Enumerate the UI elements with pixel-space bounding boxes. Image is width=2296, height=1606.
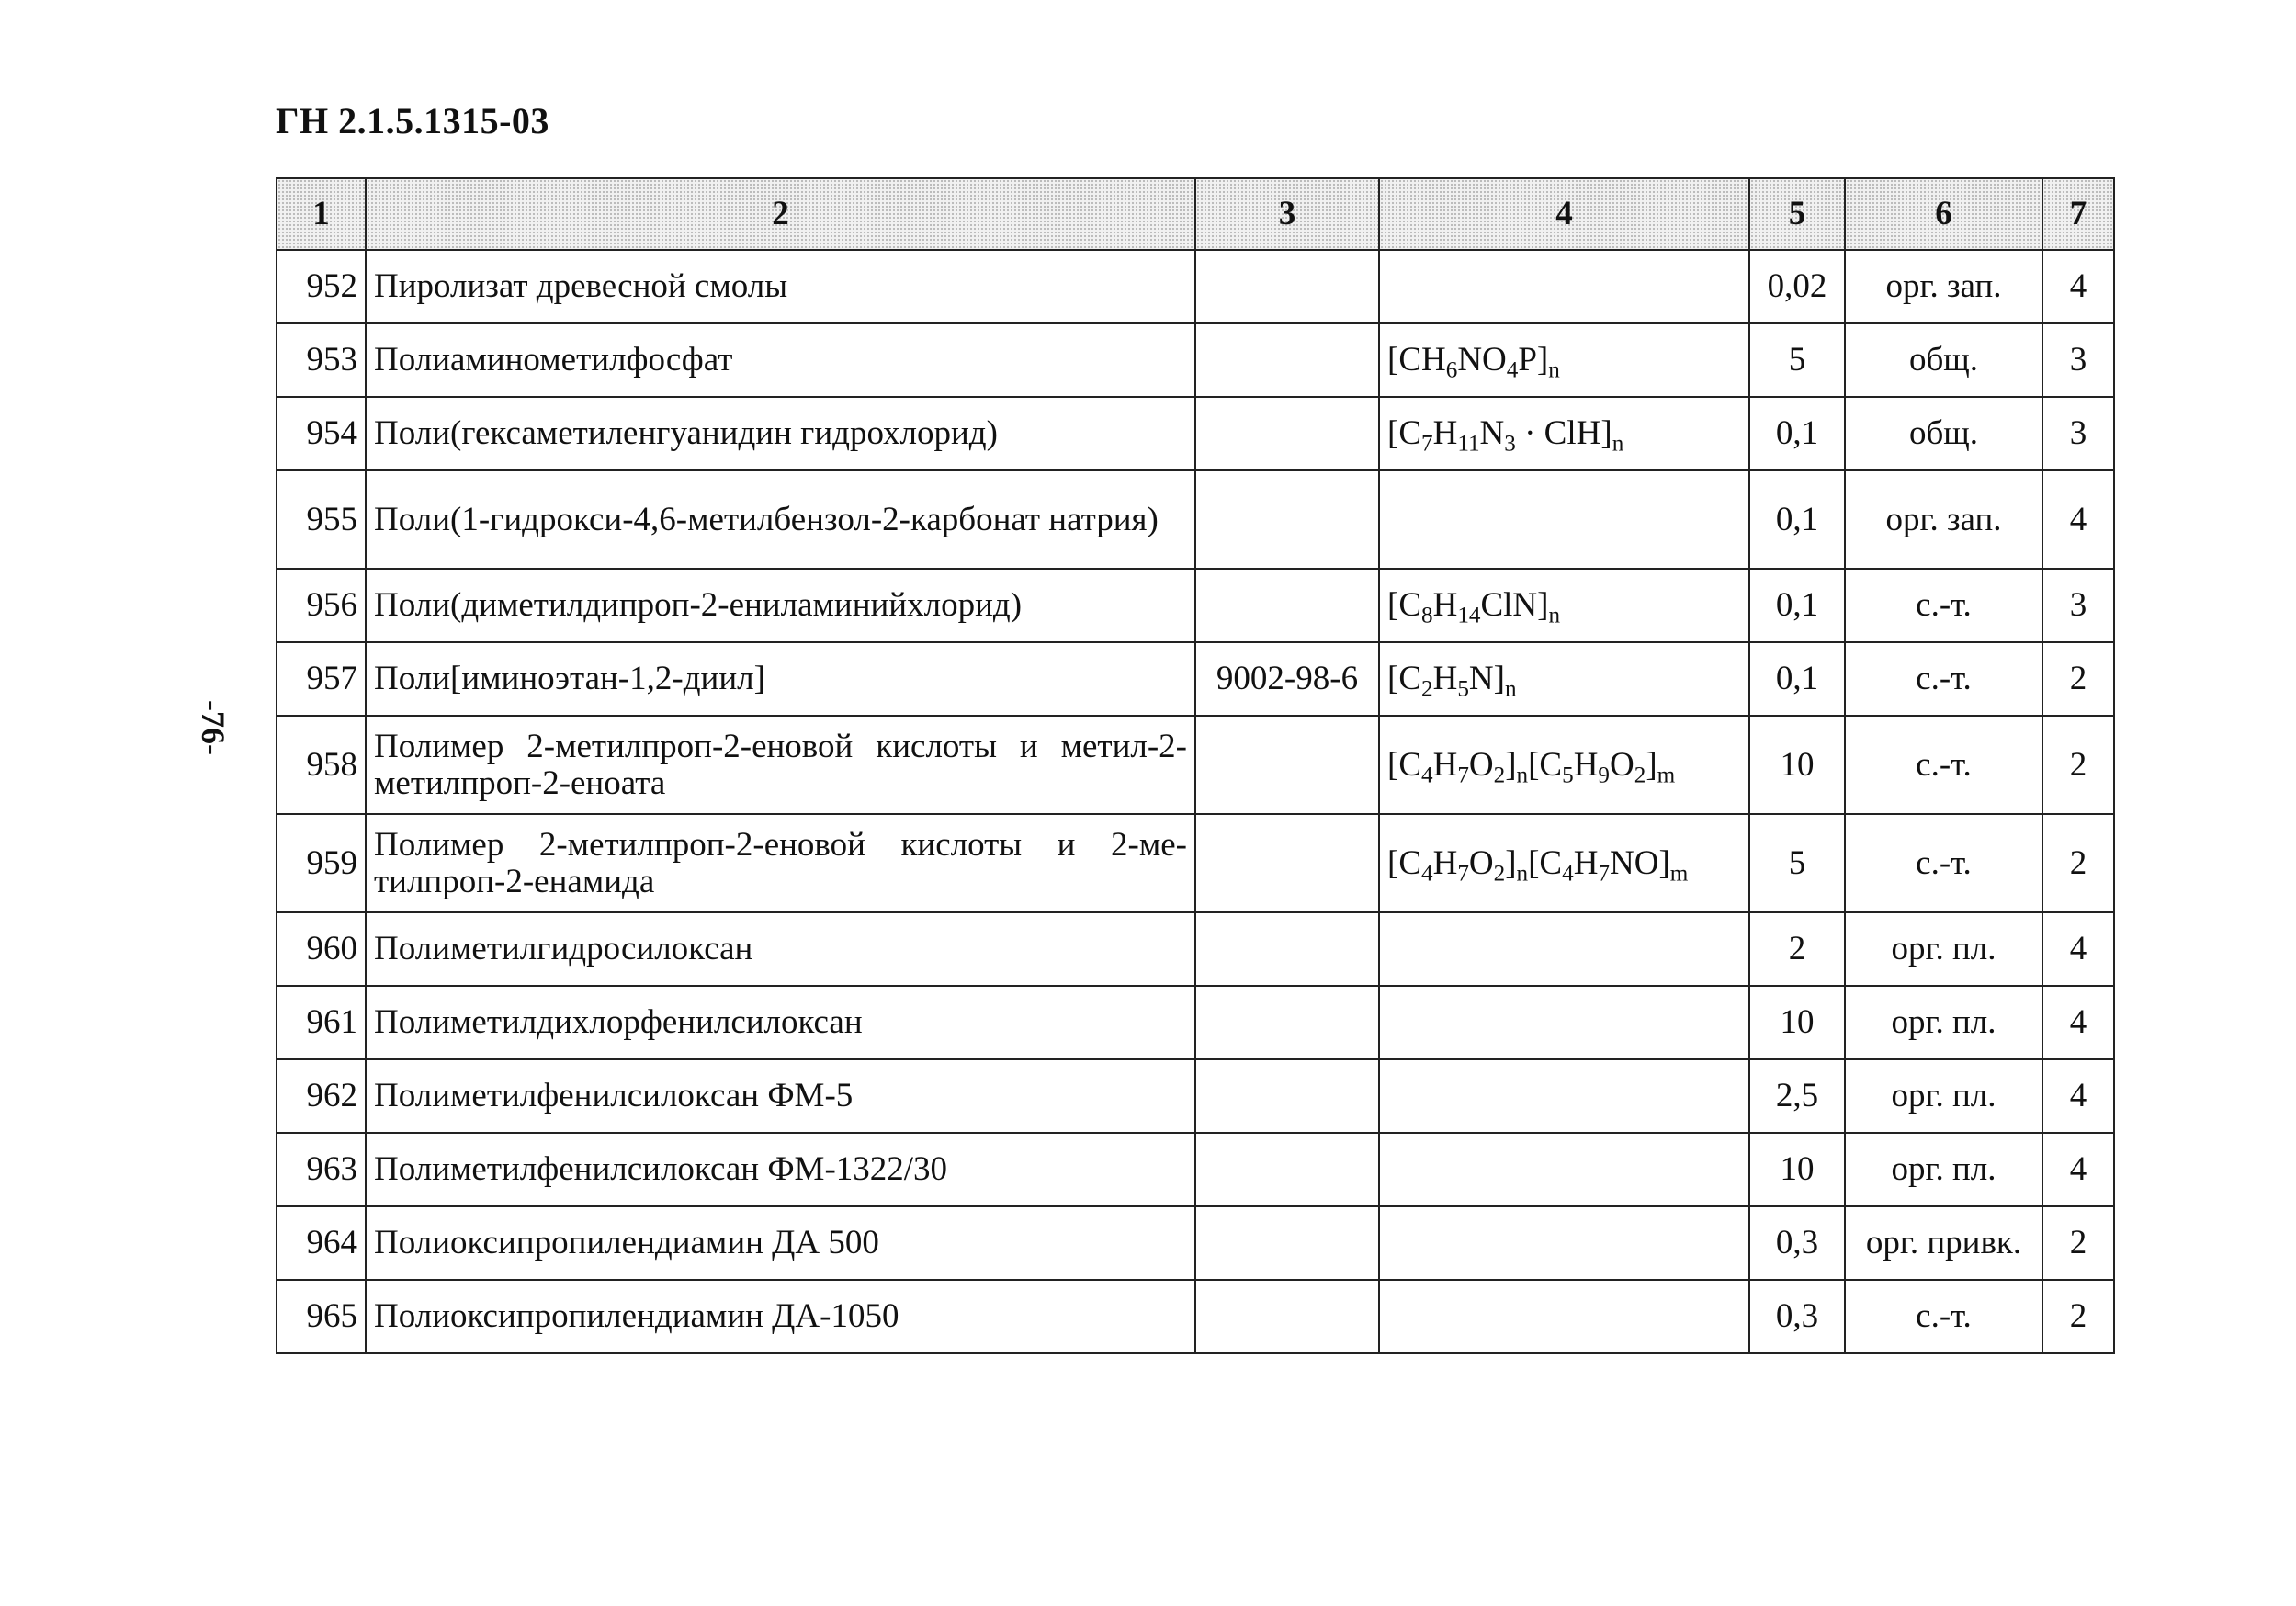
header-col-3: 3 xyxy=(1195,178,1379,250)
limit-value: 0,3 xyxy=(1749,1280,1845,1353)
limit-value: 10 xyxy=(1749,1133,1845,1206)
formula-part: 2 xyxy=(1493,763,1506,788)
formula-part: 4 xyxy=(1562,861,1574,887)
substance-name: Поли(гексаметиленгуанидин гидрохлорид) xyxy=(366,397,1195,470)
formula-part: n xyxy=(1548,357,1560,383)
row-number: 960 xyxy=(277,912,366,986)
formula-part: 3 xyxy=(1504,431,1516,457)
substance-name: Полиметилгидросилоксан xyxy=(366,912,1195,986)
formula-part: [C xyxy=(1528,843,1563,882)
substance-name: Полимер 2-метилпроп-2-еновой кислоты и метил-2-метилпроп-2-еноата xyxy=(366,716,1195,814)
formula-part: 11 xyxy=(1457,431,1480,457)
hazard-class: 4 xyxy=(2042,470,2114,569)
row-number: 953 xyxy=(277,323,366,397)
table-row xyxy=(277,1280,2114,1353)
cas-number xyxy=(1195,912,1379,986)
formula-part: O xyxy=(1610,745,1634,784)
substance-name: Полиоксипропилендиамин ДА-1050 xyxy=(366,1280,1195,1353)
formula-part: H xyxy=(1432,843,1458,882)
limit-value: 0,02 xyxy=(1749,250,1845,323)
formula-part: [CH xyxy=(1387,341,1446,379)
limit-value: 10 xyxy=(1749,716,1845,814)
limit-value: 0,3 xyxy=(1749,1206,1845,1280)
formula-part: [C xyxy=(1387,843,1421,882)
formula-part: n xyxy=(1548,603,1561,628)
row-number: 961 xyxy=(277,986,366,1059)
table-body xyxy=(277,250,2114,1353)
limiting-indicator: орг. привк. xyxy=(1845,1206,2042,1280)
table-row xyxy=(277,569,2114,642)
table-header-row xyxy=(277,178,2114,250)
limiting-indicator: орг. пл. xyxy=(1845,1059,2042,1133)
substances-table xyxy=(276,177,2115,1354)
limiting-indicator: общ. xyxy=(1845,323,2042,397)
formula-part: 7 xyxy=(1421,431,1433,457)
limiting-indicator: общ. xyxy=(1845,397,2042,470)
table-row xyxy=(277,814,2114,912)
formula-part: [C xyxy=(1387,745,1421,784)
header-col-5: 5 xyxy=(1749,178,1845,250)
formula-part: H xyxy=(1573,843,1599,882)
formula-part: O xyxy=(1468,745,1494,784)
limit-value: 0,1 xyxy=(1749,470,1845,569)
chemical-formula xyxy=(1379,323,1749,397)
header-col-4: 4 xyxy=(1379,178,1749,250)
formula-part: 4 xyxy=(1421,763,1433,788)
table-row xyxy=(277,397,2114,470)
formula-part: 4 xyxy=(1506,357,1519,383)
limiting-indicator: с.-т. xyxy=(1845,1280,2042,1353)
cas-number xyxy=(1195,1133,1379,1206)
chemical-formula xyxy=(1379,814,1749,912)
formula-part: 2 xyxy=(1634,763,1646,788)
formula-part: 4 xyxy=(1421,861,1433,887)
formula-part: [C xyxy=(1387,660,1421,698)
formula-part: 6 xyxy=(1445,357,1458,383)
formula-part: 14 xyxy=(1457,603,1481,628)
formula-part: m xyxy=(1669,861,1689,887)
row-number: 956 xyxy=(277,569,366,642)
limit-value: 0,1 xyxy=(1749,569,1845,642)
table-row xyxy=(277,1206,2114,1280)
cas-number xyxy=(1195,569,1379,642)
formula-part: ] xyxy=(1505,843,1517,882)
hazard-class: 3 xyxy=(2042,397,2114,470)
row-number: 952 xyxy=(277,250,366,323)
hazard-class: 2 xyxy=(2042,642,2114,716)
formula-part: 2 xyxy=(1493,861,1506,887)
cas-number xyxy=(1195,986,1379,1059)
table-row xyxy=(277,1133,2114,1206)
formula-part: n xyxy=(1516,861,1529,887)
chemical-formula xyxy=(1379,569,1749,642)
formula-part: [C xyxy=(1387,414,1421,453)
substance-name: Полиметилфенилсилоксан ФМ-5 xyxy=(366,1059,1195,1133)
chemical-formula xyxy=(1379,1280,1749,1353)
formula-part: H xyxy=(1432,586,1458,625)
cas-number xyxy=(1195,397,1379,470)
row-number: 955 xyxy=(277,470,366,569)
hazard-class: 3 xyxy=(2042,323,2114,397)
chemical-formula xyxy=(1379,250,1749,323)
table-row xyxy=(277,716,2114,814)
hazard-class: 2 xyxy=(2042,1206,2114,1280)
limiting-indicator: орг. зап. xyxy=(1845,250,2042,323)
row-number: 965 xyxy=(277,1280,366,1353)
formula-part: NO] xyxy=(1610,843,1670,882)
cas-number xyxy=(1195,716,1379,814)
hazard-class: 4 xyxy=(2042,1059,2114,1133)
substance-name: Поли[иминоэтан-1,2-диил] xyxy=(366,642,1195,716)
row-number: 963 xyxy=(277,1133,366,1206)
row-number: 957 xyxy=(277,642,366,716)
substance-name: Поли(1-гидрокси-4,6-метилбензол-2-карбонат натрия) xyxy=(366,470,1195,569)
substance-name: Полиаминометилфосфат xyxy=(366,323,1195,397)
row-number: 959 xyxy=(277,814,366,912)
formula-part: P] xyxy=(1518,341,1549,379)
substance-name: Полиметилфенилсилоксан ФМ-1322/30 xyxy=(366,1133,1195,1206)
chemical-formula xyxy=(1379,912,1749,986)
header-col-2: 2 xyxy=(366,178,1195,250)
chemical-formula xyxy=(1379,1206,1749,1280)
formula-part: [C xyxy=(1528,745,1563,784)
formula-part: NO xyxy=(1457,341,1507,379)
hazard-class: 2 xyxy=(2042,814,2114,912)
limiting-indicator: орг. зап. xyxy=(1845,470,2042,569)
limiting-indicator: орг. пл. xyxy=(1845,912,2042,986)
row-number: 962 xyxy=(277,1059,366,1133)
substance-name: Полиметилдихлорфенилсилоксан xyxy=(366,986,1195,1059)
hazard-class: 2 xyxy=(2042,716,2114,814)
formula-part: ] xyxy=(1646,745,1657,784)
formula-part: 9 xyxy=(1598,763,1610,788)
formula-part: n xyxy=(1504,676,1517,702)
limiting-indicator: с.-т. xyxy=(1845,716,2042,814)
substance-name: Полиоксипропилендиамин ДА 500 xyxy=(366,1206,1195,1280)
page-number: -76- xyxy=(195,700,232,755)
table-row xyxy=(277,470,2114,569)
limiting-indicator: орг. пл. xyxy=(1845,1133,2042,1206)
formula-part: 7 xyxy=(1457,763,1469,788)
formula-part: N xyxy=(1479,414,1505,453)
row-number: 958 xyxy=(277,716,366,814)
table-row xyxy=(277,642,2114,716)
formula-part: H xyxy=(1432,745,1458,784)
formula-part: H xyxy=(1432,414,1458,453)
formula-part: ] xyxy=(1505,745,1517,784)
document-code: ГН 2.1.5.1315-03 xyxy=(276,100,549,141)
formula-part: H xyxy=(1573,745,1599,784)
formula-part: 5 xyxy=(1457,676,1469,702)
chemical-formula xyxy=(1379,470,1749,569)
chemical-formula xyxy=(1379,716,1749,814)
hazard-class: 3 xyxy=(2042,569,2114,642)
chemical-formula xyxy=(1379,397,1749,470)
formula-part: 2 xyxy=(1421,676,1433,702)
formula-part: m xyxy=(1657,763,1676,788)
limit-value: 10 xyxy=(1749,986,1845,1059)
chemical-formula xyxy=(1379,986,1749,1059)
row-number: 964 xyxy=(277,1206,366,1280)
chemical-formula xyxy=(1379,1059,1749,1133)
hazard-class: 4 xyxy=(2042,1133,2114,1206)
limiting-indicator: с.-т. xyxy=(1845,642,2042,716)
limit-value: 2,5 xyxy=(1749,1059,1845,1133)
table-row xyxy=(277,250,2114,323)
hazard-class: 4 xyxy=(2042,912,2114,986)
header-col-6: 6 xyxy=(1845,178,2042,250)
formula-part: 7 xyxy=(1457,861,1469,887)
formula-part: N] xyxy=(1468,660,1505,698)
formula-part: 5 xyxy=(1562,763,1574,788)
formula-part: n xyxy=(1612,431,1624,457)
formula-part: · ClH] xyxy=(1515,414,1612,453)
header-col-1: 1 xyxy=(277,178,366,250)
substance-name: Поли(диметилдипроп-2-ениламинийхлорид) xyxy=(366,569,1195,642)
limit-value: 5 xyxy=(1749,323,1845,397)
cas-number xyxy=(1195,814,1379,912)
formula-part: H xyxy=(1432,660,1458,698)
cas-number xyxy=(1195,323,1379,397)
formula-part: O xyxy=(1468,843,1494,882)
cas-number xyxy=(1195,1059,1379,1133)
limit-value: 2 xyxy=(1749,912,1845,986)
hazard-class: 4 xyxy=(2042,986,2114,1059)
header-col-7: 7 xyxy=(2042,178,2114,250)
limiting-indicator: с.-т. xyxy=(1845,814,2042,912)
cas-number xyxy=(1195,1206,1379,1280)
formula-part: 8 xyxy=(1421,603,1433,628)
table-row xyxy=(277,912,2114,986)
limit-value: 0,1 xyxy=(1749,397,1845,470)
formula-part: [C xyxy=(1387,586,1421,625)
chemical-formula xyxy=(1379,642,1749,716)
limit-value: 5 xyxy=(1749,814,1845,912)
hazard-class: 4 xyxy=(2042,250,2114,323)
cas-number xyxy=(1195,470,1379,569)
row-number: 954 xyxy=(277,397,366,470)
formula-part: 7 xyxy=(1598,861,1610,887)
table-row xyxy=(277,986,2114,1059)
hazard-class: 2 xyxy=(2042,1280,2114,1353)
table-row xyxy=(277,1059,2114,1133)
formula-part: ClN] xyxy=(1480,586,1549,625)
substance-name: Полимер 2-метилпроп-2-еновой кислоты и 2-метилпроп-2-енамида xyxy=(366,814,1195,912)
chemical-formula xyxy=(1379,1133,1749,1206)
table-row xyxy=(277,323,2114,397)
limiting-indicator: с.-т. xyxy=(1845,569,2042,642)
cas-number xyxy=(1195,250,1379,323)
limiting-indicator: орг. пл. xyxy=(1845,986,2042,1059)
cas-number xyxy=(1195,1280,1379,1353)
substance-name: Пиролизат древесной смолы xyxy=(366,250,1195,323)
formula-part: n xyxy=(1516,763,1529,788)
limit-value: 0,1 xyxy=(1749,642,1845,716)
cas-number: 9002-98-6 xyxy=(1195,642,1379,716)
